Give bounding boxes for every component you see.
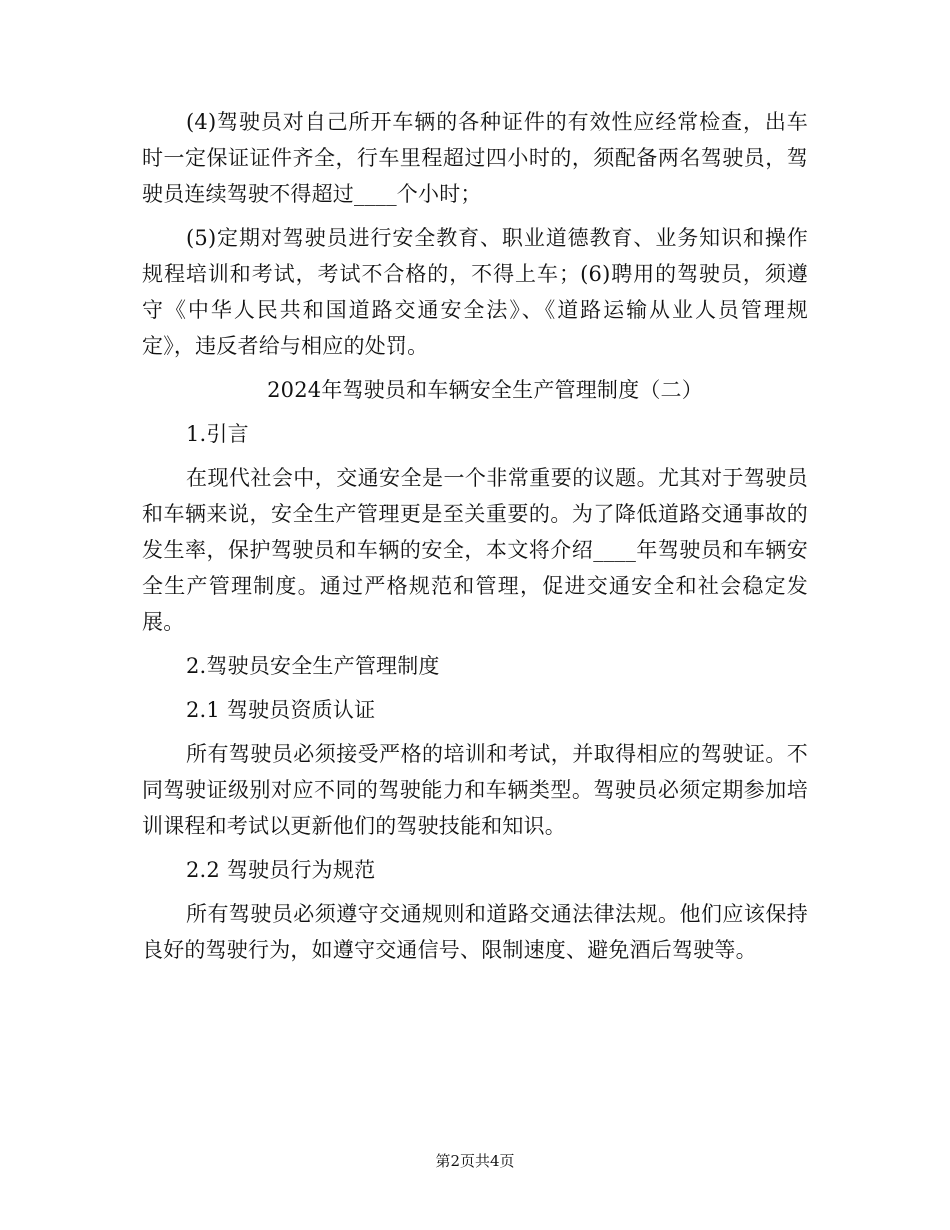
document-title: 2024年驾驶员和车辆安全生产管理制度（二） — [267, 378, 703, 402]
paragraph-5-6: (5)定期对驾驶员进行安全教育、职业道德教育、业务知识和操作规程培训和考试，考试不合格的，不得上车；(6)聘用的驾驶员，须遵守《中华人民共和国道路交通安全法》、《道路运输从业人员管理规定》，违反者给与相应的处罚。 — [142, 226, 808, 358]
paragraph-introduction: 在现代社会中，交通安全是一个非常重要的议题。尤其对于驾驶员和车辆来说，安全生产管理更是至关重要的。为了降低道路交通事故的发生率，保护驾驶员和车辆的安全，本文将介绍____年驾驶员和车辆安全生产管理制度。通过严格规范和管理，促进交通安全和社会稳定发展。 — [142, 466, 808, 634]
paragraph-behavior: 所有驾驶员必须遵守交通规则和道路交通法律法规。他们应该保持良好的驾驶行为，如遵守交通信号、限制速度、避免酒后驾驶等。 — [142, 902, 808, 962]
section-heading-driver-management: 2.驾驶员安全生产管理制度 — [186, 654, 440, 678]
document-body — [142, 104, 808, 976]
paragraph-qualification: 所有驾驶员必须接受严格的培训和考试，并取得相应的驾驶证。不同驾驶证级别对应不同的驾驶能力和车辆类型。驾驶员必须定期参加培训课程和考试以更新他们的驾驶技能和知识。 — [142, 742, 808, 838]
section-heading-introduction: 1.引言 — [186, 422, 249, 446]
paragraph-4: (4)驾驶员对自己所开车辆的各种证件的有效性应经常检查，出车时一定保证证件齐全，行车里程超过四小时的，须配备两名驾驶员，驾驶员连续驾驶不得超过____个小时； — [142, 110, 808, 206]
page-number-footer: 第2页共4页 — [435, 1152, 515, 1170]
subsection-heading-behavior: 2.2 驾驶员行为规范 — [186, 858, 376, 882]
subsection-heading-qualification: 2.1 驾驶员资质认证 — [186, 698, 376, 722]
